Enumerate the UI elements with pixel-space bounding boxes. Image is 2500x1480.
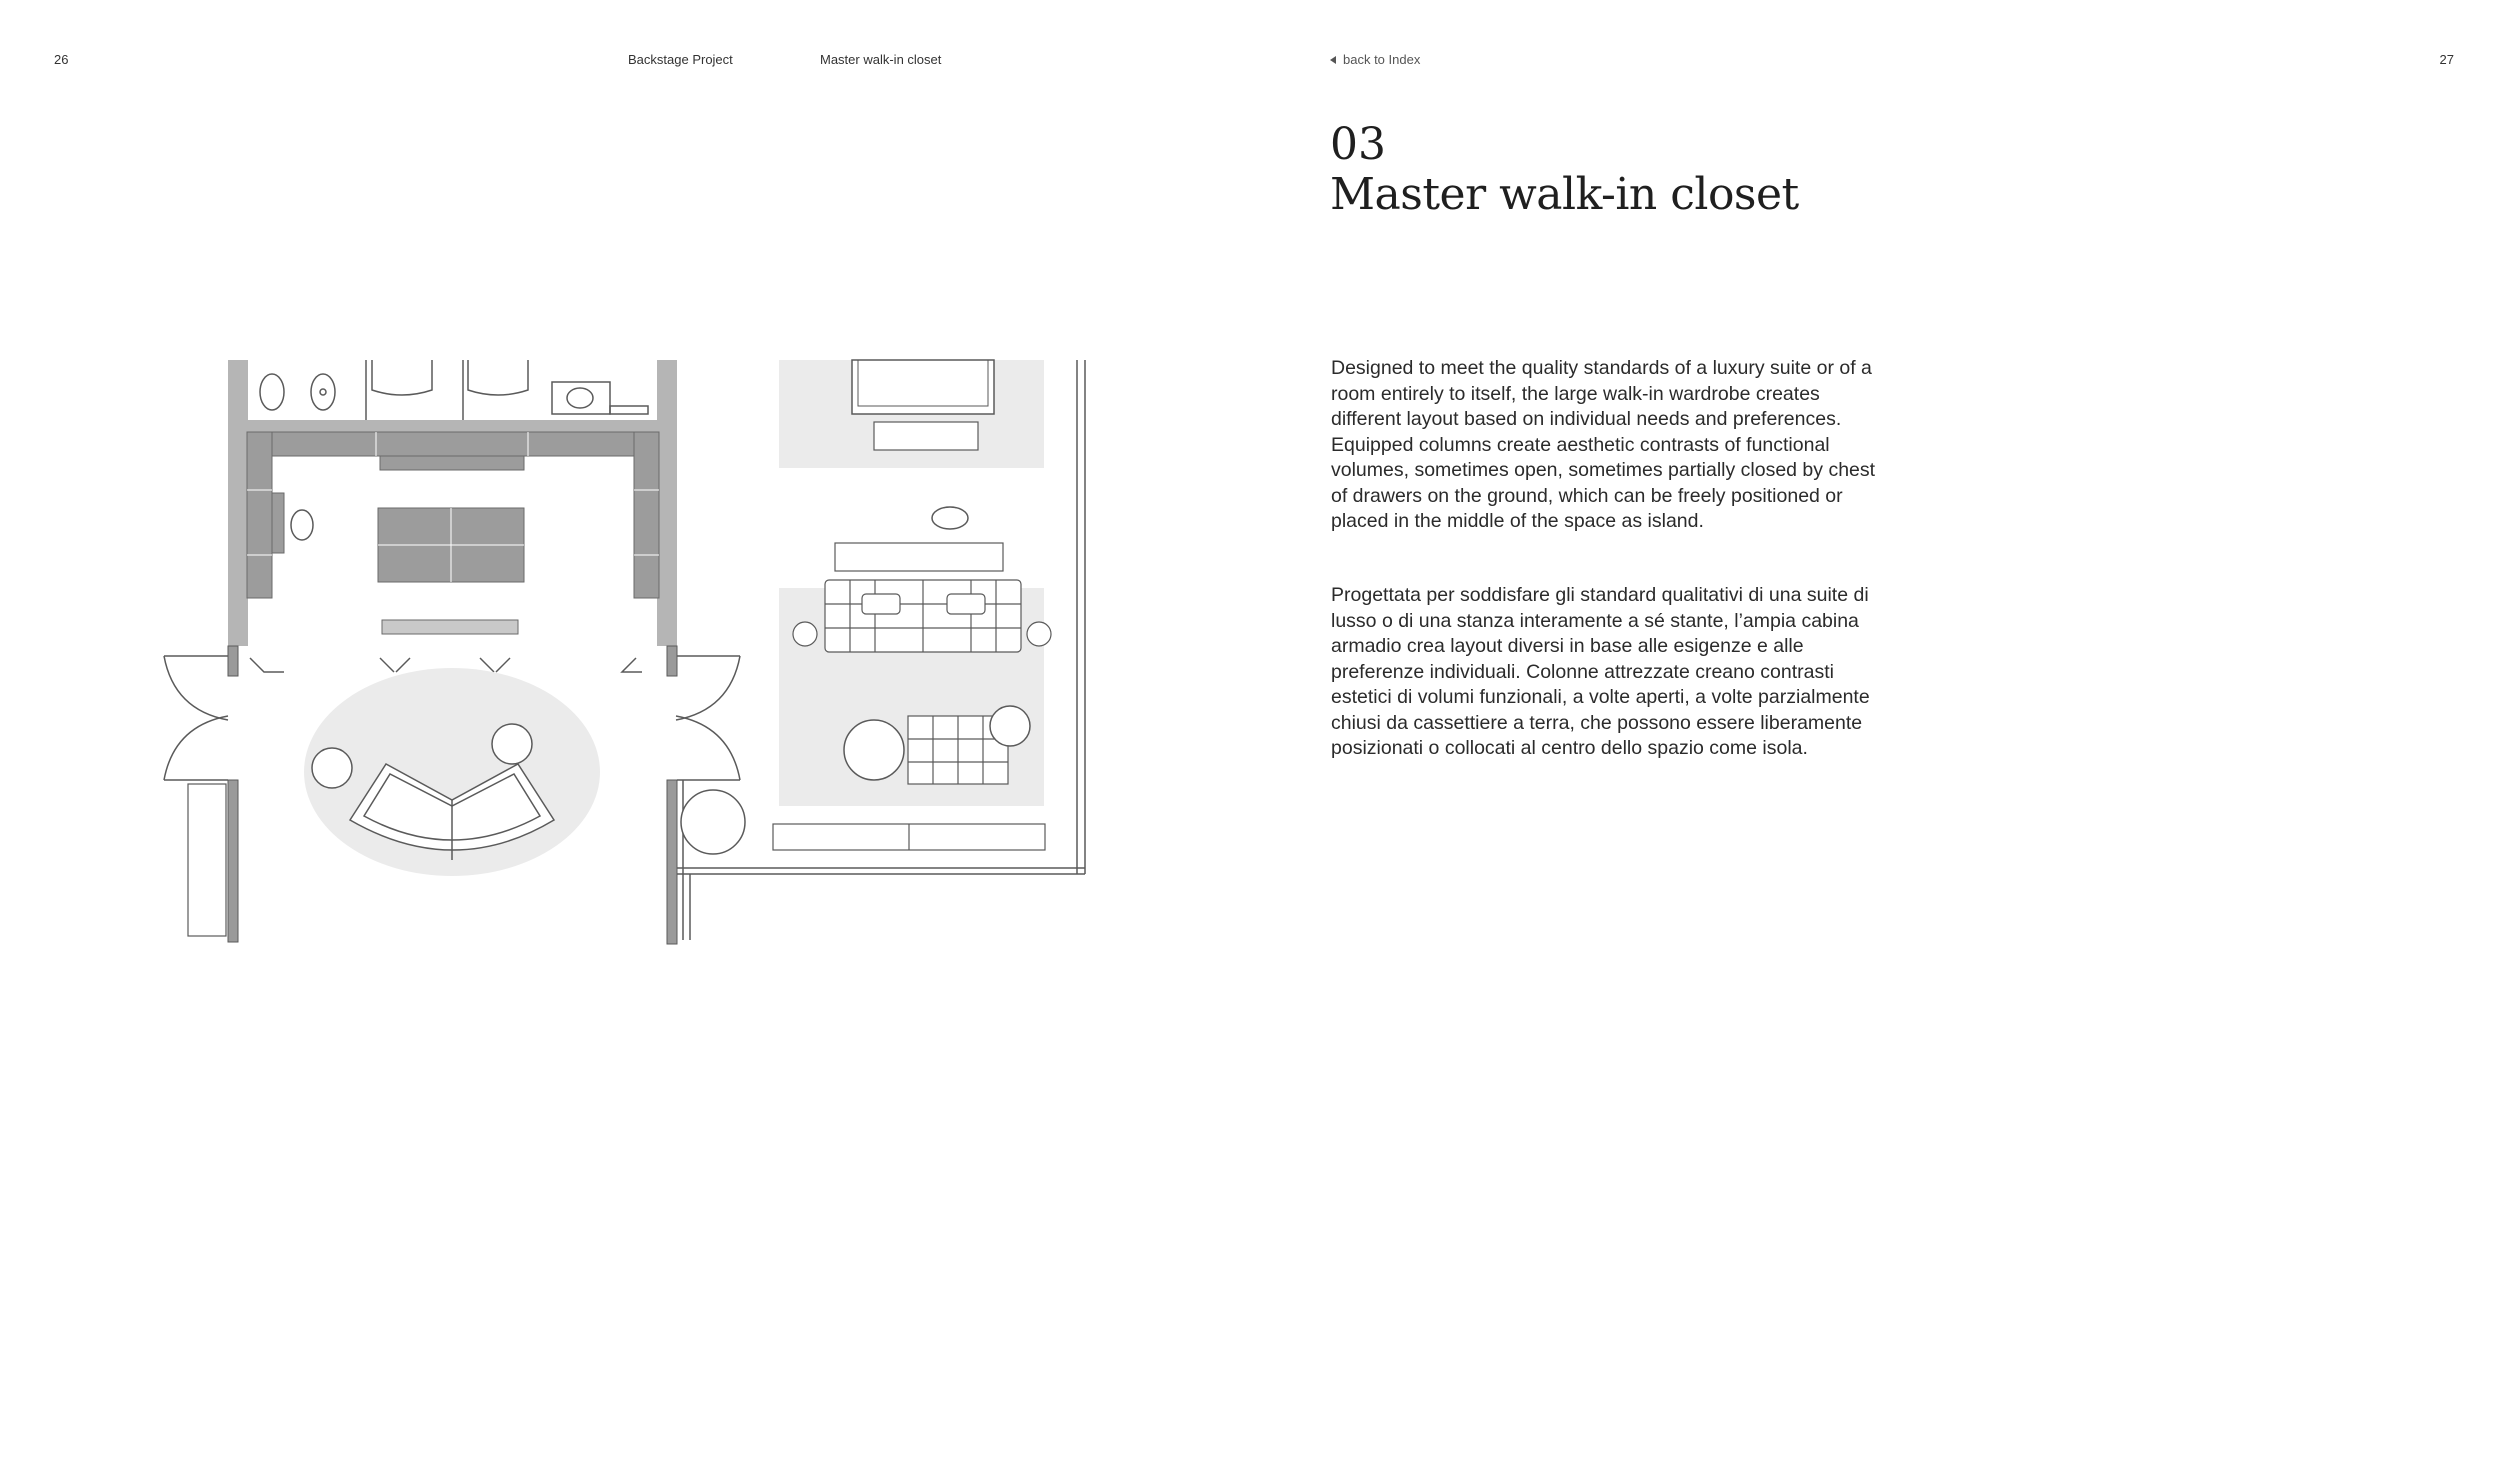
running-header-section: Master walk-in closet	[820, 52, 942, 67]
door-swing	[164, 716, 228, 780]
back-arrow-icon	[1330, 56, 1336, 64]
page-number-left: 26	[54, 52, 69, 67]
shower-icon	[372, 360, 432, 395]
wall	[657, 360, 677, 646]
wall	[228, 360, 248, 646]
section-title	[1330, 120, 1799, 220]
description-italian: Progettata per soddisfare gli standard qualitativi di una suite di lusso o di una stanza interamente a sé stante, l’ampia cabina armadio crea layout diversi in base alle esigenze e alle preferenze individuali. Colonne attrezzate creano contrasti estetici di volumi funzionali, a volte aperti, a volte parzialmente chiusi da cassettiere a terra, che possono essere liberamente posizionati o collocati al centro dello spazio come isola.	[1331, 584, 1870, 759]
round-table	[681, 790, 745, 854]
side-table	[492, 724, 532, 764]
side-table	[1027, 622, 1051, 646]
wardrobe	[188, 784, 226, 936]
sofa	[825, 580, 1021, 652]
running-header-project: Backstage Project	[628, 52, 733, 67]
back-to-index-link[interactable]	[1330, 52, 1420, 68]
tray	[932, 507, 968, 529]
wall	[248, 420, 657, 432]
coffee-table	[844, 720, 904, 780]
side-table	[793, 622, 817, 646]
bench	[382, 620, 518, 634]
door-swing	[676, 716, 740, 780]
side-table	[990, 706, 1030, 746]
page-number-right: 27	[2439, 52, 2454, 67]
sink-icon	[552, 382, 610, 414]
section-heading: Master walk-in closet	[1330, 169, 1799, 220]
toilet-icon	[260, 374, 284, 410]
section-number: 03	[1330, 119, 1386, 170]
floor-plan-drawing	[150, 350, 1090, 950]
island-drawers	[378, 508, 524, 582]
shower-icon	[468, 360, 528, 395]
sideboard	[773, 824, 1045, 850]
bench	[874, 422, 978, 450]
back-to-index-label: back to Index	[1343, 52, 1421, 67]
door-swing	[676, 656, 740, 720]
bidet-icon	[311, 374, 335, 410]
console	[835, 543, 1003, 571]
side-table	[312, 748, 352, 788]
description-english: Designed to meet the quality standards of a luxury suite or of a room entirely to itself, the large walk-in wardrobe creates different layout based on individual needs and preferences. Equipped columns create aesthetic contrasts of functional volumes, sometimes open, sometimes partially closed by chest of drawers on the ground, which can be freely positioned or placed in the middle of the space as island.	[1331, 357, 1876, 532]
door-swing	[164, 656, 228, 720]
stool-icon	[291, 510, 313, 540]
